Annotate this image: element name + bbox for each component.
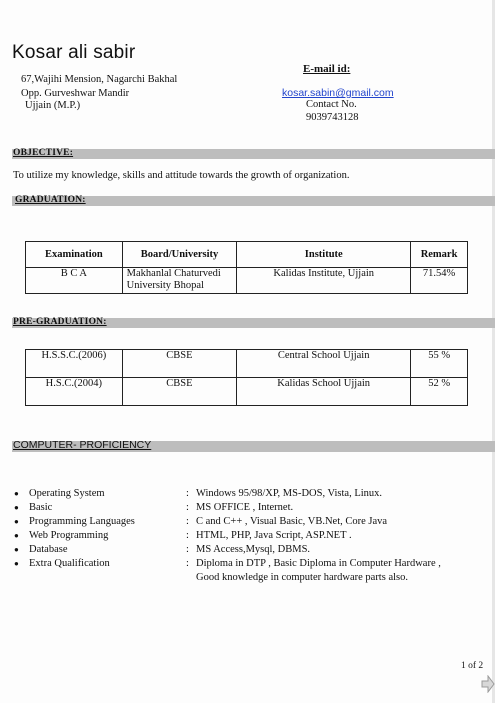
- bullet-icon: ●: [14, 545, 19, 554]
- board-line-2: University Bhopal: [126, 280, 204, 291]
- pre-graduation-table: [25, 349, 468, 406]
- cell-institute: Kalidas School Ujjain: [237, 378, 411, 406]
- graduation-header-row: [26, 242, 468, 268]
- cell-remark: 55 %: [411, 350, 468, 378]
- cell-institute: Kalidas Institute, Ujjain: [237, 268, 411, 294]
- list-item: [0, 529, 495, 543]
- cell-remark: 71.54%: [411, 268, 468, 294]
- colon: :: [186, 502, 189, 513]
- email-label: E-mail id:: [303, 63, 351, 75]
- skill-value-continued: Good knowledge in computer hardware parts also.: [196, 572, 408, 583]
- address-line-1: 67,Wajihi Mension, Nagarchi Bakhal: [21, 74, 178, 85]
- skill-value: C and C++ , Visual Basic, VB.Net, Core Java: [196, 516, 388, 527]
- skill-label: Database: [29, 544, 68, 555]
- skill-label: Operating System: [29, 488, 105, 499]
- colon: :: [186, 516, 189, 527]
- col-examination: Examination: [26, 242, 123, 268]
- board-line-1: Makhanlal Chaturvedi: [126, 268, 221, 279]
- computer-heading: COMPUTER- PROFICIENCY: [13, 439, 152, 451]
- bullet-icon: ●: [14, 489, 19, 498]
- skill-value: MS OFFICE , Internet.: [196, 502, 294, 513]
- address-line-2: Opp. Gurveshwar Mandir: [21, 88, 130, 99]
- table-row: [26, 350, 468, 378]
- table-row: [26, 268, 468, 294]
- bullet-icon: ●: [14, 503, 19, 512]
- list-item: [0, 557, 495, 585]
- list-item: [0, 543, 495, 557]
- colon: :: [186, 544, 189, 555]
- email-link[interactable]: kosar.sabin@gmail.com: [282, 87, 394, 99]
- skill-value: HTML, PHP, Java Script, ASP.NET .: [196, 530, 352, 541]
- skill-label: Basic: [29, 502, 53, 513]
- col-board: Board/University: [122, 242, 237, 268]
- col-remark: Remark: [411, 242, 468, 268]
- cell-exam: H.S.C.(2004): [26, 378, 123, 406]
- colon: :: [186, 558, 189, 569]
- skill-value: MS Access,Mysql, DBMS.: [196, 544, 311, 555]
- applicant-name: Kosar ali sabir: [12, 42, 136, 63]
- colon: :: [186, 488, 189, 499]
- skill-label: Extra Qualification: [29, 558, 110, 569]
- graduation-table: [25, 241, 468, 294]
- colon: :: [186, 530, 189, 541]
- address-line-3: Ujjain (M.P.): [25, 100, 81, 111]
- cell-remark: 52 %: [411, 378, 468, 406]
- bullet-icon: ●: [14, 531, 19, 540]
- cell-board: [122, 268, 237, 294]
- graduation-heading: GRADUATION:: [15, 195, 86, 205]
- objective-heading: OBJECTIVE:: [13, 148, 74, 158]
- next-page-arrow-icon[interactable]: [481, 675, 495, 693]
- pre-graduation-heading: PRE-GRADUATION:: [13, 317, 107, 327]
- page-number: 1 of 2: [461, 661, 484, 671]
- skill-value: Diploma in DTP , Basic Diploma in Computer Hardware ,: [196, 558, 441, 569]
- skill-value: Windows 95/98/XP, MS-DOS, Vista, Linux.: [196, 488, 383, 499]
- skill-label: Web Programming: [29, 530, 109, 541]
- bullet-icon: ●: [14, 517, 19, 526]
- cell-exam: H.S.S.C.(2006): [26, 350, 123, 378]
- cell-board: CBSE: [122, 350, 236, 378]
- list-item: [0, 501, 495, 515]
- objective-text: To utilize my knowledge, skills and attitude towards the growth of organization.: [13, 170, 350, 181]
- bullet-icon: ●: [14, 559, 19, 568]
- col-institute: Institute: [237, 242, 411, 268]
- skill-label: Programming Languages: [29, 516, 135, 527]
- cell-examination: B C A: [26, 268, 123, 294]
- contact-number: 9039743128: [306, 112, 359, 123]
- list-item: [0, 487, 495, 501]
- cell-board: CBSE: [122, 378, 236, 406]
- objective-bar: [12, 149, 495, 159]
- list-item: [0, 515, 495, 529]
- table-row: [26, 378, 468, 406]
- cell-institute: Central School Ujjain: [237, 350, 411, 378]
- contact-label: Contact No.: [306, 99, 357, 110]
